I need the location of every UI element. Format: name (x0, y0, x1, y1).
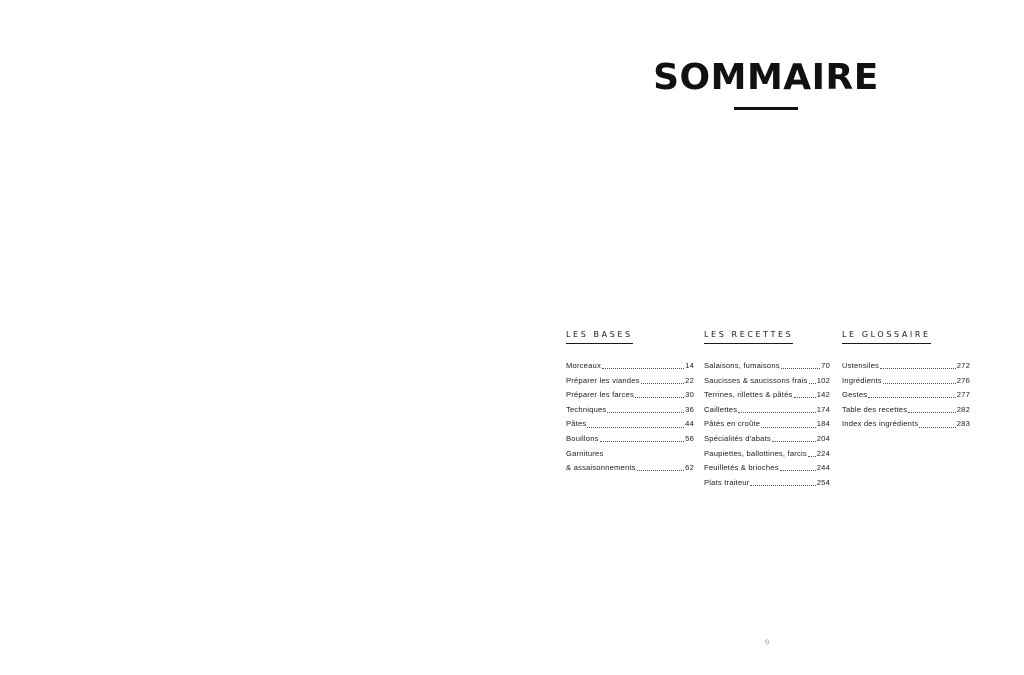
toc-entry-label: Index des ingrédients (842, 419, 919, 429)
toc-entry[interactable] (842, 388, 970, 403)
toc-entry-label: & assaisonnements (566, 463, 636, 473)
toc-entry[interactable] (704, 388, 830, 403)
toc-entry[interactable] (704, 403, 830, 418)
toc-entry-label: Ingrédients (842, 375, 882, 385)
toc-entry[interactable] (842, 403, 970, 418)
dot-leader (738, 411, 815, 413)
toc-entry-label: Spécialités d'abats (704, 433, 771, 443)
toc-entry[interactable] (704, 447, 830, 462)
toc-entry[interactable] (842, 374, 970, 389)
title-underline (734, 107, 798, 110)
toc-entry-page: 62 (685, 463, 694, 473)
toc-entry[interactable] (566, 432, 694, 447)
toc-entry-page: 283 (956, 419, 970, 429)
toc-entry-page: 174 (816, 404, 830, 414)
toc-entry-page: 44 (685, 419, 694, 429)
toc-entry[interactable] (566, 388, 694, 403)
dot-leader (750, 484, 815, 486)
dot-leader (808, 455, 816, 457)
toc-entry-label: Feuilletés & brioches (704, 463, 779, 473)
toc-entry-label: Pâtes (566, 419, 587, 429)
toc-entry-label: Terrines, rillettes & pâtés (704, 390, 793, 400)
dot-leader (794, 396, 816, 398)
dot-leader (883, 382, 956, 384)
toc-entry-page: 277 (956, 390, 970, 400)
dot-leader (880, 367, 956, 369)
section-heading-les-recettes: LES RECETTES (704, 329, 793, 344)
toc-entry-page: 30 (685, 390, 694, 400)
toc-entry-label: Table des recettes (842, 404, 908, 414)
toc-entry[interactable] (704, 417, 830, 432)
dot-leader (919, 426, 955, 428)
dot-leader (781, 367, 820, 369)
toc-entry-label: Préparer les farces (566, 390, 634, 400)
toc-entry[interactable] (566, 447, 694, 462)
dot-leader (641, 382, 684, 384)
section-heading-les-bases: LES BASES (566, 329, 633, 344)
toc-entry-label: Plats traiteur (704, 477, 750, 487)
toc-entry-label: Saucisses & saucissons frais (704, 375, 808, 385)
toc-entry[interactable] (566, 374, 694, 389)
toc-entry-page: 276 (956, 375, 970, 385)
toc-entry-label: Gestes (842, 390, 868, 400)
dot-leader (772, 440, 816, 442)
dot-leader (809, 382, 816, 384)
dot-leader (607, 411, 684, 413)
toc-column-le-glossaire (842, 324, 970, 432)
toc-column-les-bases (566, 324, 694, 476)
toc-entry-page: 282 (956, 404, 970, 414)
toc-entry-page: 184 (816, 419, 830, 429)
toc-entry-label: Préparer les viandes (566, 375, 640, 385)
toc-entry-page: 70 (821, 361, 830, 370)
toc-list-les-recettes (704, 359, 830, 490)
toc-entry-page: 244 (816, 463, 830, 473)
toc-entry-page: 204 (816, 433, 830, 443)
dot-leader (761, 426, 816, 428)
toc-entry-label: Bouillons (566, 433, 599, 443)
toc-entry[interactable] (704, 374, 830, 389)
dot-leader (908, 411, 955, 413)
dot-leader (600, 440, 685, 442)
toc-entry-label: Morceaux (566, 361, 601, 370)
toc-entry[interactable] (704, 476, 830, 491)
toc-entry[interactable] (842, 359, 970, 374)
page-number: 9 (765, 638, 769, 647)
toc-entry[interactable] (842, 417, 970, 432)
toc-entry[interactable] (566, 417, 694, 432)
toc-entry[interactable] (704, 461, 830, 476)
toc-entry-page: 14 (685, 361, 694, 370)
toc-entry-page: 36 (685, 404, 694, 414)
toc-entry[interactable] (566, 461, 694, 476)
dot-leader (635, 396, 684, 398)
toc-list-les-bases (566, 359, 694, 476)
dot-leader (868, 396, 955, 398)
dot-leader (637, 469, 684, 471)
toc-entry[interactable] (566, 359, 694, 374)
toc-entry[interactable] (704, 359, 830, 374)
toc-entry-page: 56 (685, 433, 694, 443)
toc-entry[interactable] (704, 432, 830, 447)
toc-entry-label: Techniques (566, 404, 607, 414)
toc-entry[interactable] (566, 403, 694, 418)
toc-entry-label: Caillettes (704, 404, 738, 414)
toc-entry-label: Paupiettes, ballottines, farcis (704, 448, 807, 458)
toc-entry-label: Ustensiles (842, 361, 880, 370)
toc-entry-page: 272 (956, 361, 970, 370)
page-title: SOMMAIRE (653, 57, 879, 98)
toc-list-le-glossaire (842, 359, 970, 432)
dot-leader (780, 469, 816, 471)
section-heading-le-glossaire: LE GLOSSAIRE (842, 329, 931, 344)
toc-column-les-recettes (704, 324, 830, 490)
toc-entry-label: Pâtés en croûte (704, 419, 761, 429)
toc-entry-page: 102 (816, 375, 830, 385)
toc-entry-page: 224 (816, 448, 830, 458)
toc-entry-page: 142 (816, 390, 830, 400)
dot-leader (587, 426, 684, 428)
dot-leader (602, 367, 684, 369)
toc-entry-label: Salaisons, fumaisons (704, 361, 780, 370)
toc-entry-page: 254 (816, 477, 830, 487)
toc-entry-label: Garnitures (566, 448, 604, 458)
toc-entry-page: 22 (685, 375, 694, 385)
